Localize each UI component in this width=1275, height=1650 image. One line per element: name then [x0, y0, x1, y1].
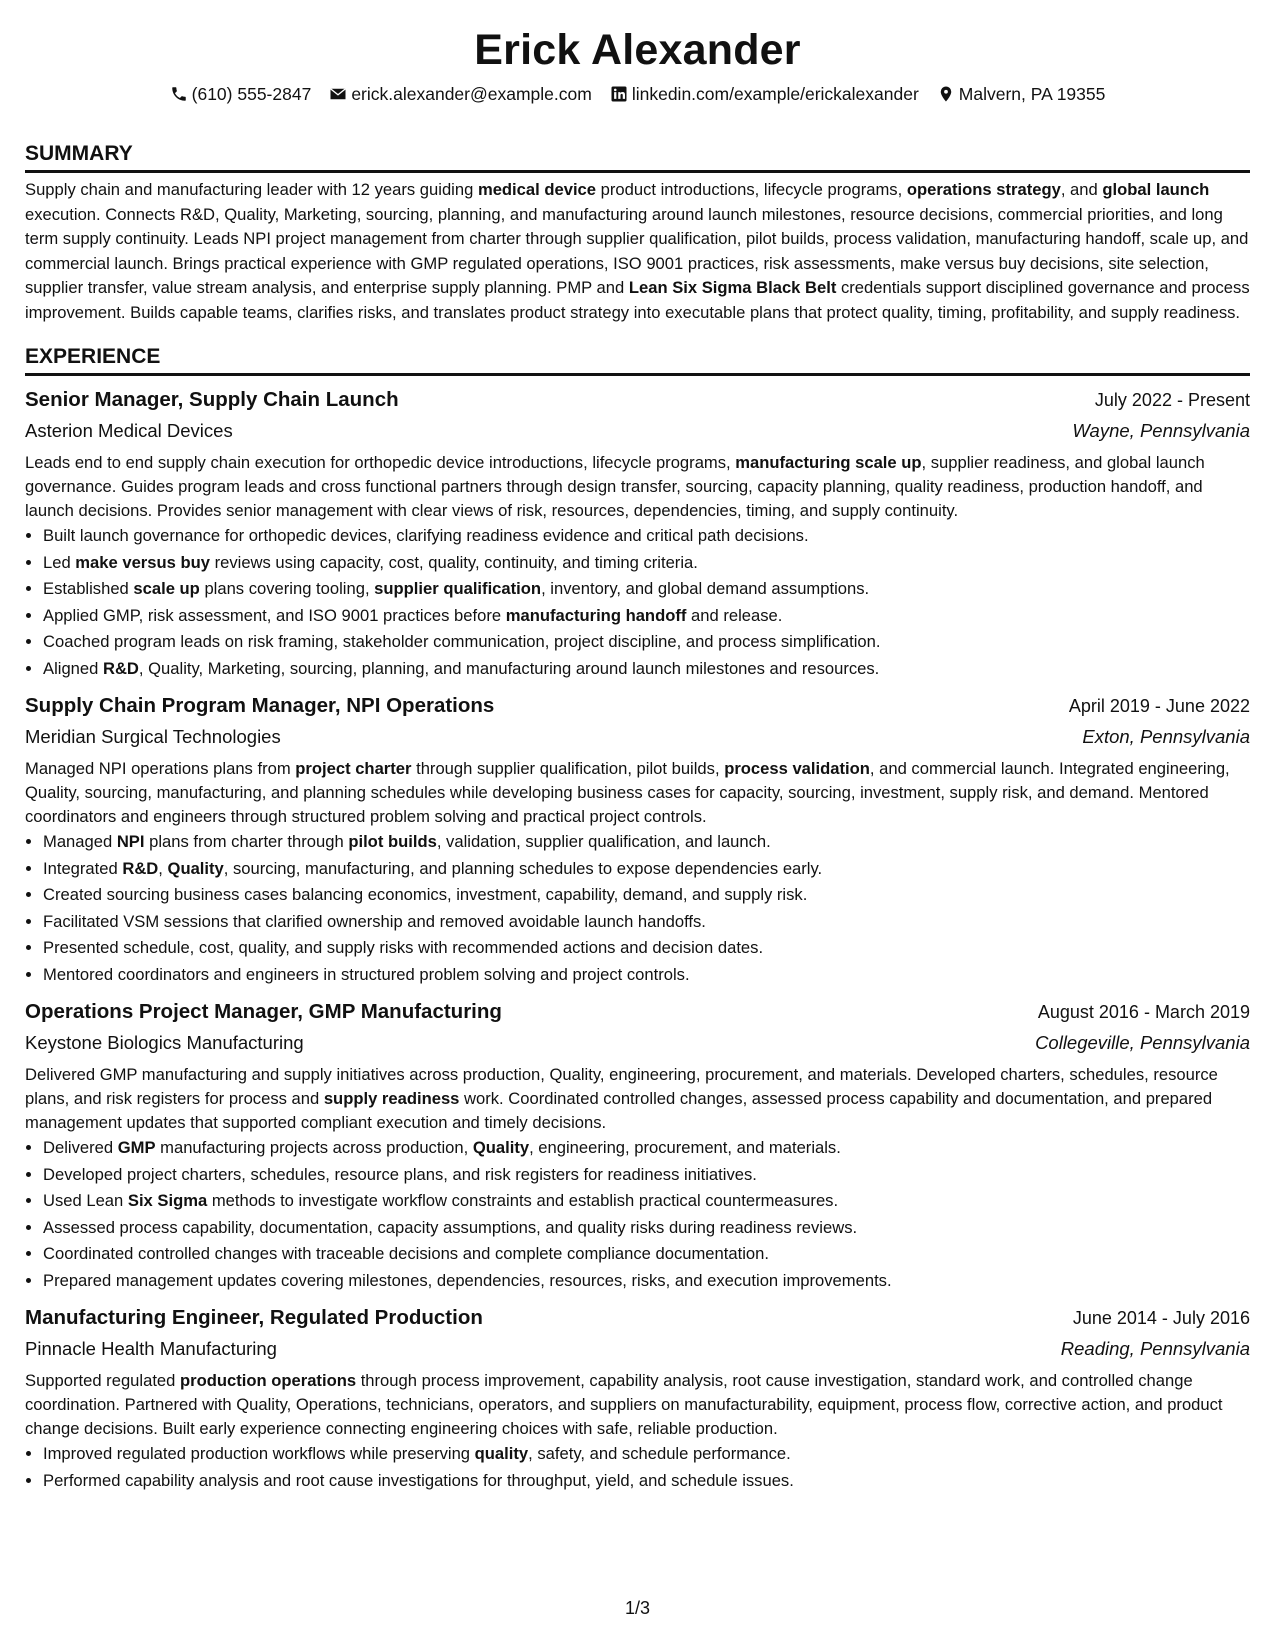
- job-dates: June 2014 - July 2016: [1072, 1308, 1250, 1328]
- job-location: Collegeville, Pennsylvania: [1035, 1032, 1250, 1053]
- job-title: Supply Chain Program Manager, NPI Operations: [25, 694, 495, 717]
- contact-email[interactable]: [329, 81, 592, 107]
- job-description: Supported regulated production operations through process improvement, capability analysis, root cause investigation, standard work, and controlled change coordination. Partnered with Quality, Operations, technicians, operators, and suppliers on manufacturability, equipment, process flow, corrective action, and product change decisions. Built early experience connecting engineering choices with safe, reliable production.: [25, 1371, 1223, 1438]
- job-dates: April 2019 - June 2022: [1068, 696, 1250, 716]
- bullet-item: • Used Lean Six Sigma methods to investigate workflow constraints and establish practical countermeasures.: [43, 1188, 1250, 1215]
- bullet-item: • Improved regulated production workflows while preserving quality, safety, and schedule performance.: [43, 1441, 1250, 1468]
- page-number: 1/3: [624, 1598, 651, 1618]
- bullet-item: • Established scale up plans covering tooling, supplier qualification, inventory, and global demand assumptions.: [43, 576, 1250, 603]
- experience-list: [25, 384, 1250, 1494]
- job-entry: [25, 690, 1250, 988]
- bullet-item: • Built launch governance for orthopedic devices, clarifying readiness evidence and critical path decisions.: [43, 523, 1250, 550]
- bullet-item: • Managed NPI plans from charter through pilot builds, validation, supplier qualification, and launch.: [43, 829, 1250, 856]
- job-description: Delivered GMP manufacturing and supply initiatives across production, Quality, engineering, procurement, and materials. Developed charters, schedules, resource plans, and risk registers for process and supply readiness work. Coordinated controlled changes, assessed process capability and documentation, and prepared management updates that supported compliant execution and timely decisions.: [25, 1065, 1218, 1132]
- bullet-item: • Integrated R&D, Quality, sourcing, manufacturing, and planning schedules to expose dependencies early.: [43, 856, 1250, 883]
- job-entry: [25, 384, 1250, 682]
- job-subheader: [25, 1028, 1250, 1057]
- bullet-item: • Applied GMP, risk assessment, and ISO 9001 practices before manufacturing handoff and release.: [43, 603, 1250, 630]
- job-title: Manufacturing Engineer, Regulated Production: [25, 1306, 483, 1329]
- job-entry: [25, 1302, 1250, 1494]
- job-subheader: [25, 722, 1250, 751]
- bullet-item: • Coordinated controlled changes with traceable decisions and complete compliance documentation.: [43, 1241, 1250, 1268]
- linkedin-text[interactable]: linkedin.com/example/erickalexander: [631, 84, 919, 104]
- resume-page: [25, 0, 1250, 1494]
- job-header: [25, 1302, 1250, 1334]
- job-company: Meridian Surgical Technologies: [25, 726, 281, 747]
- envelope-icon: [329, 85, 347, 103]
- job-location: Wayne, Pennsylvania: [1072, 420, 1250, 441]
- bullet-item: • Developed project charters, schedules, resource plans, and risk registers for readiness initiatives.: [43, 1162, 1250, 1189]
- job-title: Senior Manager, Supply Chain Launch: [25, 388, 399, 411]
- job-subheader: [25, 1334, 1250, 1363]
- email-text[interactable]: erick.alexander@example.com: [351, 84, 592, 104]
- job-subheader: [25, 416, 1250, 445]
- job-company: Asterion Medical Devices: [25, 420, 233, 441]
- phone-text: (610) 555-2847: [191, 84, 312, 104]
- bullet-item: • Prepared management updates covering milestones, dependencies, resources, risks, and execution improvements.: [43, 1268, 1250, 1295]
- job-header: [25, 690, 1250, 722]
- job-description: Leads end to end supply chain execution for orthopedic device introductions, lifecycle programs, manufacturing scale up, supplier readiness, and global launch governance. Guides program leads and cross functional partners through design transfer, sourcing, capacity planning, quality readiness, production handoff, and launch decisions. Provides senior management with clear views of risk, resources, dependencies, timing, and supply continuity.: [25, 453, 1205, 520]
- job-header: [25, 384, 1250, 416]
- bullet-item: • Assessed process capability, documentation, capacity assumptions, and quality risks during readiness reviews.: [43, 1215, 1250, 1242]
- bullet-item: • Led make versus buy reviews using capacity, cost, quality, continuity, and timing criteria.: [43, 550, 1250, 577]
- job-dates: August 2016 - March 2019: [1037, 1002, 1250, 1022]
- linkedin-icon: [610, 85, 628, 103]
- bullet-item: • Performed capability analysis and root cause investigations for throughput, yield, and schedule issues.: [43, 1468, 1250, 1495]
- bullet-item: • Facilitated VSM sessions that clarified ownership and removed avoidable launch handoffs.: [43, 909, 1250, 936]
- contact-location: [937, 81, 1106, 107]
- bullet-item: • Presented schedule, cost, quality, and supply risks with recommended actions and decision dates.: [43, 935, 1250, 962]
- job-location: Exton, Pennsylvania: [1082, 726, 1250, 747]
- job-description: Managed NPI operations plans from project charter through supplier qualification, pilot builds, process validation, and commercial launch. Integrated engineering, Quality, sourcing, manufacturing, and planning schedules while developing business cases for capacity, sourcing, investment, supply risk, and demand. Mentored coordinators and engineers through structured problem solving and practical project controls.: [25, 759, 1230, 826]
- map-pin-icon: [937, 85, 955, 103]
- job-bullets: [25, 1135, 1250, 1294]
- bullet-item: • Delivered GMP manufacturing projects across production, Quality, engineering, procurement, and materials.: [43, 1135, 1250, 1162]
- candidate-name: Erick Alexander: [474, 26, 801, 74]
- job-title: Operations Project Manager, GMP Manufacturing: [25, 1000, 502, 1023]
- job-dates: July 2022 - Present: [1094, 390, 1250, 410]
- summary-heading: SUMMARY: [25, 139, 1250, 173]
- job-header: [25, 996, 1250, 1028]
- job-company: Keystone Biologics Manufacturing: [25, 1032, 304, 1053]
- summary-paragraph: Supply chain and manufacturing leader with 12 years guiding medical device product introductions, lifecycle programs, operations strategy, and global launch execution. Connects R&D, Quality, Marketing, sourcing, planning, and manufacturing around launch milestones, resource decisions, commercial priorities, and long term supply continuity. Leads NPI project management from charter through supplier qualification, pilot builds, process validation, manufacturing handoff, scale up, and commercial launch. Brings practical experience with GMP regulated operations, ISO 9001 practices, risk assessments, make versus buy decisions, site selection, supplier transfer, value stream analysis, and enterprise supply planning. PMP and Lean Six Sigma Black Belt credentials support disciplined governance and process improvement. Builds capable teams, clarifies risks, and translates product strategy into executable plans that protect quality, timing, profitability, and supply readiness.: [25, 180, 1250, 322]
- job-bullets: [25, 829, 1250, 988]
- bullet-item: • Aligned R&D, Quality, Marketing, sourcing, planning, and manufacturing around launch milestones and resources.: [43, 656, 1250, 683]
- job-bullets: [25, 523, 1250, 682]
- contact-bar: [25, 81, 1250, 107]
- job-company: Pinnacle Health Manufacturing: [25, 1338, 277, 1359]
- experience-heading: EXPERIENCE: [25, 342, 1250, 376]
- phone-icon: [170, 85, 188, 103]
- contact-phone: [170, 81, 312, 107]
- job-location: Reading, Pennsylvania: [1060, 1338, 1250, 1359]
- location-text: Malvern, PA 19355: [958, 84, 1106, 104]
- contact-linkedin[interactable]: [610, 81, 919, 107]
- bullet-item: • Coached program leads on risk framing, stakeholder communication, project discipline, and process simplification.: [43, 629, 1250, 656]
- job-bullets: [25, 1441, 1250, 1494]
- job-entry: [25, 996, 1250, 1294]
- bullet-item: • Mentored coordinators and engineers in structured problem solving and project controls.: [43, 962, 1250, 989]
- bullet-item: • Created sourcing business cases balancing economics, investment, capability, demand, and supply risk.: [43, 882, 1250, 909]
